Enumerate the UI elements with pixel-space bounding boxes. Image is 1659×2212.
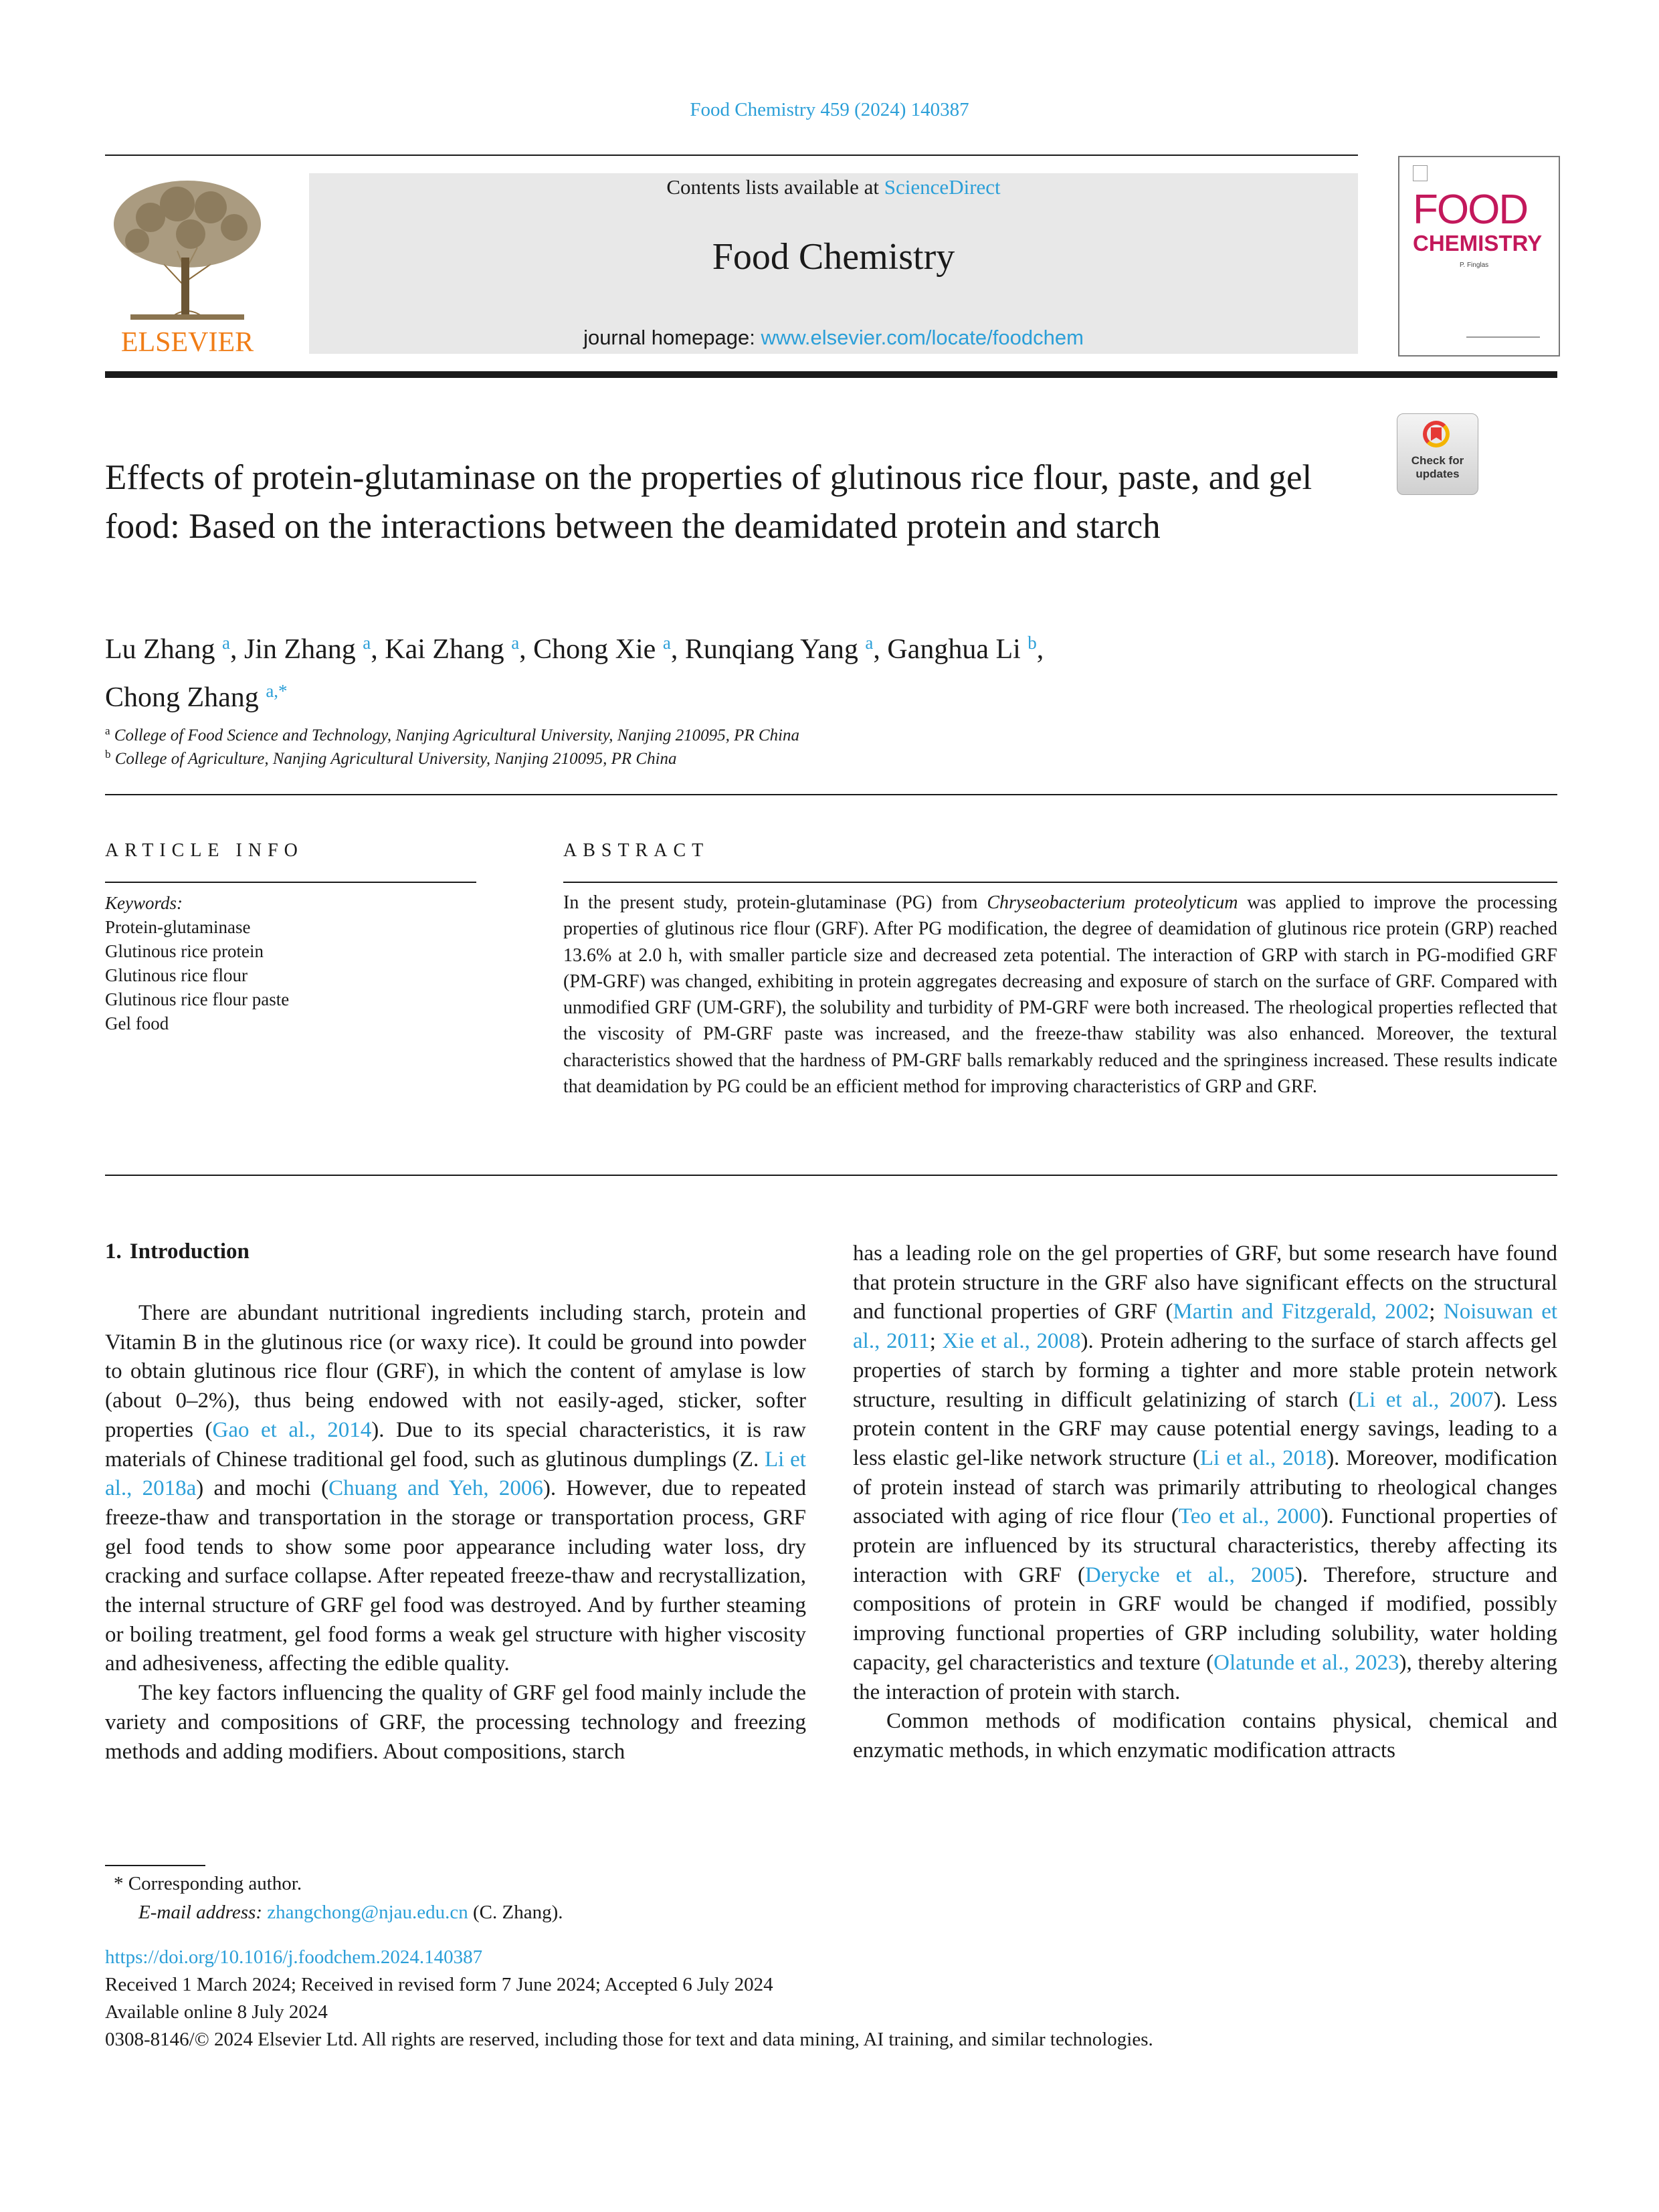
contents-prefix: Contents lists available at <box>666 175 884 199</box>
affiliations <box>105 724 1376 771</box>
article-title: Effects of protein-glutaminase on the properties of glutinous rice flour, paste, and gel food: Based on the interactions between the deamidated protein and starch <box>105 458 1312 546</box>
abstract-bottom-rule <box>105 1175 1557 1176</box>
author[interactable]: Chong Zhang $^{a,*}$ <box>105 681 288 713</box>
available-online: Available online 8 July 2024 <box>105 2001 328 2023</box>
paragraph: There are abundant nutritional ingredients including starch, protein and Vitamin B in the glutinous rice (or waxy rice). It could be ground into powder to obtain glutinous rice flour (GRF), in which the content of amylase is low (about 0–2%), thus being endowed with not easily-aged, sticker, softer properties (Gao et al., 2014). Due to its special characteristics, it is raw materials of Chinese traditional gel food, such as glutinous dumplings (Z. Li et al., 2018a) and mochi (Chuang and Yeh, 2006). However, due to repeated freeze-thaw and transportation in the storage or transportation process, GRF gel food tends to show some poor appearance including water loss, dry cracking and surface collapse. After repeated freeze-thaw and recrystallization, the internal structure of GRF gel food was destroyed. And by further steaming or boiling treatment, gel food forms a weak gel structure with higher viscosity and adhesiveness, affecting the edible quality. <box>105 1301 806 1676</box>
affiliation-marker[interactable]: a <box>511 633 520 653</box>
doi-link[interactable]: https://doi.org/10.1016/j.foodchem.2024.140387 <box>105 1946 483 1968</box>
keyword: Glutinous rice protein <box>105 941 264 961</box>
homepage-link[interactable]: www.elsevier.com/locate/foodchem <box>761 326 1084 349</box>
citation-link[interactable]: Food Chemistry 459 (2024) 140387 <box>690 99 969 120</box>
author[interactable]: Jin Zhang $^a$ <box>243 633 371 665</box>
reference-link[interactable]: Derycke et al., 2005 <box>1084 1563 1295 1587</box>
check-for-updates-button[interactable] <box>1397 413 1478 495</box>
homepage-line <box>309 326 1358 350</box>
author[interactable]: Ganghua Li $^b$ <box>887 633 1037 665</box>
cover-title-chemistry: CHEMISTRY <box>1413 231 1543 256</box>
journal-name: Food Chemistry <box>712 236 955 278</box>
footnote-rule <box>105 1865 205 1866</box>
affiliation-a: $^a$ College of Food Science and Technology, Nanjing Agricultural University, Nanjing 210095, PR China <box>105 724 800 744</box>
contents-line <box>309 175 1358 199</box>
keyword: Protein-glutaminase <box>105 917 251 937</box>
sciencedirect-link[interactable]: ScienceDirect <box>884 175 1001 199</box>
reference-link[interactable]: Xie et al., 2008 <box>942 1329 1081 1354</box>
author[interactable]: Runqiang Yang $^a$ <box>684 633 874 665</box>
elsevier-wordmark: ELSEVIER <box>120 327 254 355</box>
affiliation-marker[interactable]: a <box>363 633 371 653</box>
check-updates-label: Check for updates <box>1411 454 1464 480</box>
paragraph: The key factors influencing the quality of GRF gel food mainly include the variety and compositions of GRF, the processing technology and freezing methods and adding modifiers. About compositions, starch <box>105 1681 806 1764</box>
affiliation-rule <box>105 794 1557 795</box>
article-info-caption: ARTICLE INFO <box>105 840 304 861</box>
reference-link[interactable]: Teo et al., 2000 <box>1178 1504 1321 1529</box>
body-column-left <box>105 1299 806 1767</box>
info-rule <box>105 882 476 883</box>
header-top-rule <box>105 155 1358 156</box>
affiliation-b: $^b$ College of Agriculture, Nanjing Agricultural University, Nanjing 210095, PR China <box>105 748 677 768</box>
section-heading-introduction: 1. Introduction <box>105 1239 250 1264</box>
received-dates: Received 1 March 2024; Received in revised form 7 June 2024; Accepted 6 July 2024 <box>105 1974 773 1995</box>
affiliation-marker[interactable]: a <box>662 633 671 653</box>
cover-footer-rule <box>1466 336 1540 338</box>
copyright: 0308-8146/© 2024 Elsevier Ltd. All rights are reserved, including those for text and data mining, AI training, and similar technologies. <box>105 2029 1153 2050</box>
keyword: Glutinous rice flour paste <box>105 989 290 1009</box>
journal-citation[interactable] <box>0 99 1659 121</box>
email-link[interactable]: zhangchong@njau.edu.cn <box>267 1902 468 1923</box>
keywords-block <box>105 891 480 1035</box>
species-name: Chryseobacterium proteolyticum <box>987 892 1238 913</box>
abstract-caption: ABSTRACT <box>563 840 710 861</box>
reference-link[interactable]: Gao et al., 2014 <box>212 1417 372 1442</box>
reference-link[interactable]: Li et al., 2018 <box>1199 1445 1327 1470</box>
reference-link[interactable]: Li et al., 2018a <box>105 1447 806 1501</box>
reference-link[interactable]: Li et al., 2007 <box>1355 1387 1494 1412</box>
keyword: Gel food <box>105 1013 169 1033</box>
author[interactable]: Kai Zhang $^a$ <box>385 633 520 665</box>
affiliation-marker[interactable]: a,* <box>266 681 288 701</box>
author[interactable]: Lu Zhang $^a$ <box>105 633 230 665</box>
affiliation-marker[interactable]: a <box>865 633 874 653</box>
homepage-label: journal homepage: <box>583 326 761 349</box>
cover-title-food: FOOD <box>1413 187 1528 233</box>
author-list: Lu Zhang $^a$, Jin Zhang $^a$, Kai Zhang $^a$, Chong Xie $^a$, Runqiang Yang $^a$, Ganghua Li $^b$, Chong Zhang $^{a,*}$ <box>105 633 1044 713</box>
cover-editor: P. Finglas <box>1460 262 1489 269</box>
author[interactable]: Chong Xie $^a$ <box>533 633 671 665</box>
email-line: E-mail address: zhangchong@njau.edu.cn (C. Zhang). <box>138 1902 563 1923</box>
elsevier-tree-icon <box>104 171 271 355</box>
corresponding-author-note: * Corresponding author. <box>114 1873 302 1894</box>
cover-emblem-icon <box>1413 165 1428 181</box>
reference-link[interactable]: Olatunde et al., 2023 <box>1213 1650 1399 1675</box>
paragraph: Common methods of modification contains physical, chemical and enzymatic methods, in which enzymatic modification attracts <box>853 1709 1557 1763</box>
paragraph: has a leading role on the gel properties of GRF, but some research have found that protein structure in the GRF also have significant effects on the structural and functional properties of GRF (Martin and Fitzgerald, 2002; Noisuwan et al., 2011; Xie et al., 2008). Protein adhering to the surface of starch affects gel properties of starch by forming a tighter and more stable protein network structure, resulting in difficult gelatinizing of starch (Li et al., 2007). Less protein content in the GRF may cause potential energy savings, leading to a less elastic gel-like network structure (Li et al., 2018). Moreover, modification of protein instead of starch was primarily attributing to rheological changes associated with aging of rice flour (Teo et al., 2000). Functional properties of protein are influenced by its structural characteristics, thereby affecting its interaction with GRF (Derycke et al., 2005). Therefore, structure and compositions of protein in GRF would be changed if modified, possibly improving functional properties of GRP including solubility, water holding capacity, gel characteristics and texture (Olatunde et al., 2023), thereby altering the interaction of protein with starch. <box>853 1241 1558 1704</box>
abstract-text: In the present study, protein-glutaminase (PG) from Chryseobacterium proteolyticum was applied to improve the processing properties of glutinous rice flour (GRF). After PG modification, the degree of deamidation of glutinous rice protein (GRP) reached 13.6% at 2.0 h, with smaller particle size and decreased zeta potential. The interaction of GRP with starch in PG-modified GRF (PM-GRF) was changed, exhibiting in protein aggregates decreasing and exposure of starch on the surface of GRF. Compared with unmodified GRF (UM-GRF), the solubility and turbidity of PM-GRF were both increased. The rheological properties reflected that the viscosity of PM-GRF paste was increased, and the freeze-thaw stability was also enhanced. Moreover, the textural characteristics showed that the hardness of PM-GRF balls remarkably reduced and the springiness increased. These results indicate that deamidation by PG could be an efficient method for improving characteristics of GRP and GRF. <box>563 892 1557 1098</box>
body-column-right <box>853 1239 1557 1766</box>
keyword: Glutinous rice flour <box>105 965 248 985</box>
journal-cover-thumbnail[interactable] <box>1398 156 1560 357</box>
reference-link[interactable]: Martin and Fitzgerald, 2002 <box>1173 1300 1430 1324</box>
header-thick-rule <box>105 371 1557 378</box>
reference-link[interactable]: Noisuwan et al., 2011 <box>853 1300 1558 1354</box>
footnote <box>114 1870 563 1927</box>
elsevier-logo[interactable] <box>104 171 271 355</box>
affiliation-marker[interactable]: b <box>1028 633 1037 653</box>
affiliation-marker[interactable]: a <box>221 633 230 653</box>
keywords-label: Keywords: <box>105 893 183 913</box>
publication-info <box>105 1944 1153 2053</box>
abstract-rule <box>563 882 1557 883</box>
reference-link[interactable]: Chuang and Yeh, 2006 <box>328 1476 543 1501</box>
